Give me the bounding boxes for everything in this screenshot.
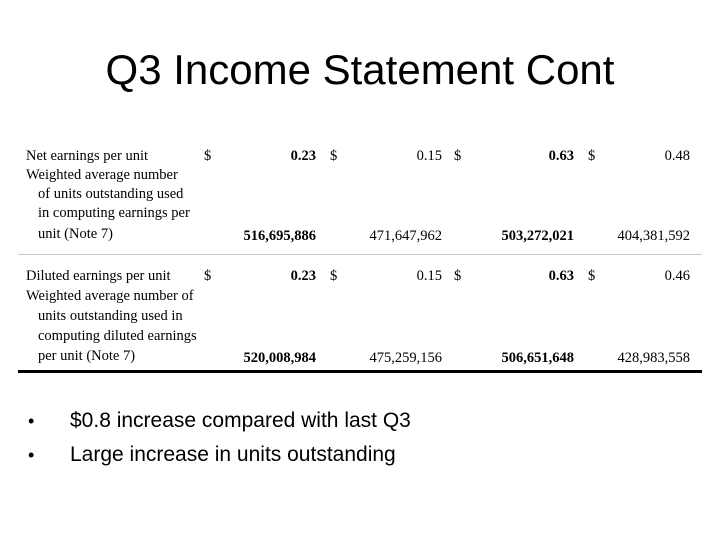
currency-symbol: $ [454,148,462,164]
currency-symbol: $ [204,268,212,284]
bullet-dot-icon: • [28,445,35,465]
value-cell: 0.46 [664,268,690,284]
row-divider [18,254,702,255]
value-cell: 428,983,558 [617,350,690,366]
currency-symbol: $ [588,148,596,164]
value-cell: 475,259,156 [369,350,442,366]
currency-symbol: $ [330,268,338,284]
value-cell: 0.23 [290,148,316,164]
value-cell: 506,651,648 [501,350,574,366]
row-label-weighted-avg: Weighted average number [26,167,178,183]
value-cell: 503,272,021 [501,228,574,244]
value-cell: 404,381,592 [617,228,690,244]
value-cell: 0.15 [416,268,442,284]
table-bottom-rule [18,370,702,373]
currency-symbol: $ [204,148,212,164]
row-label-weighted-avg-line: of units outstanding used [38,186,184,202]
value-cell: 471,647,962 [369,228,442,244]
row-label-weighted-avg-diluted-line: units outstanding used in [38,308,183,324]
row-label-net-earnings: Net earnings per unit [26,148,149,164]
value-cell: 0.15 [416,148,442,164]
bullet-dot-icon: • [28,411,35,431]
value-cell: 516,695,886 [243,228,316,244]
value-cell: 0.63 [548,148,574,164]
income-statement-table [18,142,702,374]
slide-title: Q3 Income Statement Cont [105,46,615,93]
row-label-weighted-avg-line: in computing earnings per [38,205,190,221]
bullet-text: Large increase in units outstanding [70,443,396,466]
currency-symbol: $ [588,268,596,284]
value-cell: 0.48 [664,148,690,164]
value-cell: 520,008,984 [243,350,316,366]
row-label-weighted-avg-line: unit (Note 7) [38,226,113,242]
value-cell: 0.63 [548,268,574,284]
row-label-weighted-avg-diluted-line: per unit (Note 7) [38,348,136,364]
row-label-weighted-avg-diluted: Weighted average number of [26,288,194,304]
row-label-diluted-earnings: Diluted earnings per unit [26,268,171,284]
bullet-text: $0.8 increase compared with last Q3 [70,409,411,432]
currency-symbol: $ [454,268,462,284]
value-cell: 0.23 [290,268,316,284]
currency-symbol: $ [330,148,338,164]
row-label-weighted-avg-diluted-line: computing diluted earnings [38,328,197,344]
